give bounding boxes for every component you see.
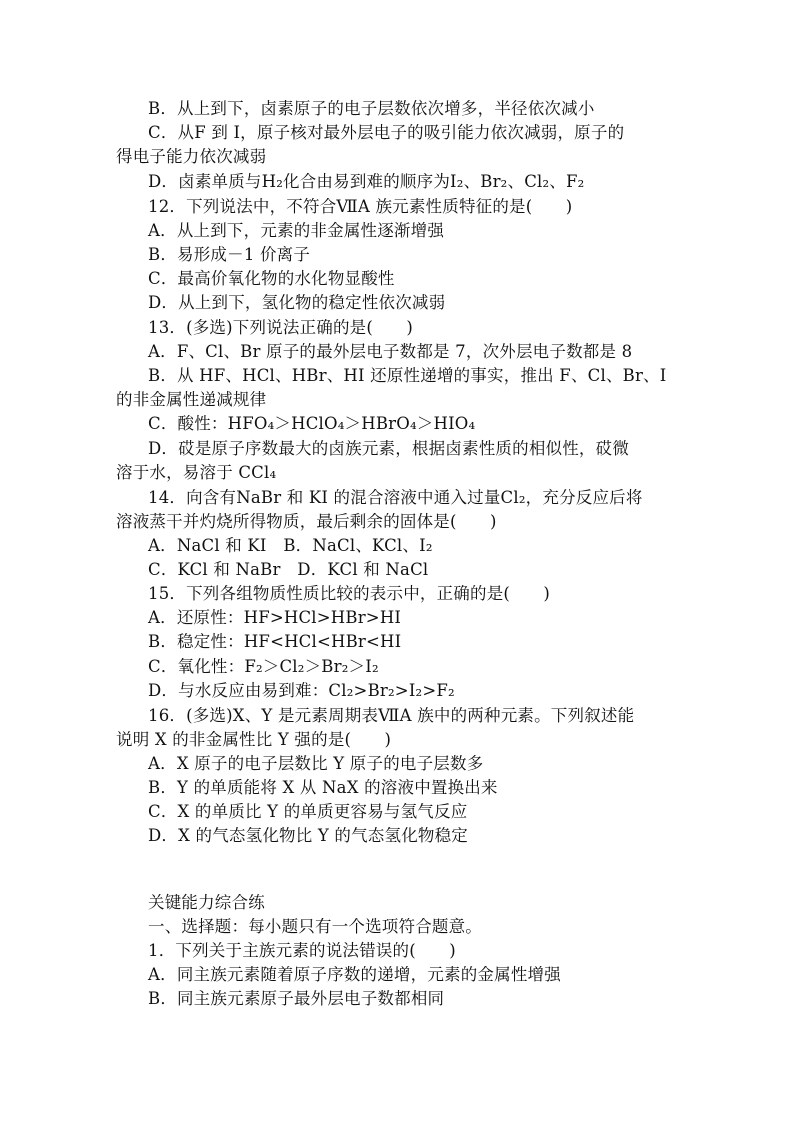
q16-option-d: D．X 的气态氢化物比 Y 的气态氢化物稳定	[148, 826, 469, 845]
q16-option-a: A．X 原子的电子层数比 Y 原子的电子层数多	[148, 754, 484, 773]
q11-option-c-cont: 得电子能力依次减弱	[116, 147, 267, 166]
q13-option-a: A．F、Cl、Br 原子的最外层电子数都是 7，次外层电子数都是 8	[148, 342, 633, 361]
q13-option-d-cont: 溶于水，易溶于 CCl₄	[116, 463, 277, 482]
q1-option-a: A．同主族元素随着原子序数的递增，元素的金属性增强	[148, 965, 561, 984]
q13-option-d: D．砹是原子序数最大的卤族元素，根据卤素性质的相似性，砹微	[148, 439, 630, 458]
q15-option-a: A．还原性：HF>HCl>HBr>HI	[148, 608, 402, 627]
q14-stem-cont: 溶液蒸干并灼烧所得物质，最后剩余的固体是( )	[116, 512, 497, 531]
section-instruction: 一、选择题：每小题只有一个选项符合题意。	[148, 917, 482, 936]
q16-stem: 16．(多选)X、Y 是元素周期表ⅦA 族中的两种元素。下列叙述能	[148, 706, 635, 725]
q13-option-b: B．从 HF、HCl、HBr、HI 还原性递增的事实，推出 F、Cl、Br、I	[148, 366, 667, 385]
q16-stem-cont: 说明 X 的非金属性比 Y 强的是( )	[116, 730, 392, 749]
q11-option-c: C．从F 到 I，原子核对最外层电子的吸引能力依次减弱，原子的	[148, 123, 625, 142]
q11-option-b: B．从上到下，卤素原子的电子层数依次增多，半径依次减小	[148, 99, 595, 118]
q13-stem: 13．(多选)下列说法正确的是( )	[148, 318, 414, 337]
q11-option-d: D．卤素单质与H₂化合由易到难的顺序为I₂、Br₂、Cl₂、F₂	[148, 172, 585, 191]
q16-option-b: B．Y 的单质能将 X 从 NaX 的溶液中置换出来	[148, 778, 498, 797]
q15-option-d: D．与水反应由易到难：Cl₂>Br₂>I₂>F₂	[148, 681, 455, 700]
q14-options-ab: A．NaCl 和 KI B．NaCl、KCl、I₂	[148, 536, 433, 555]
q1-stem: 1．下列关于主族元素的说法错误的( )	[148, 941, 456, 960]
q12-option-d: D．从上到下，氢化物的稳定性依次减弱	[148, 293, 446, 312]
q15-option-b: B．稳定性：HF<HCl<HBr<HI	[148, 632, 402, 651]
q16-option-c: C．X 的单质比 Y 的单质更容易与氢气反应	[148, 802, 468, 821]
q13-option-c: C．酸性：HFO₄＞HClO₄＞HBrO₄＞HIO₄	[148, 414, 476, 433]
q15-stem: 15．下列各组物质性质比较的表示中，正确的是( )	[148, 584, 551, 603]
q12-option-a: A．从上到下，元素的非金属性逐渐增强	[148, 221, 445, 240]
q15-option-c: C．氧化性：F₂＞Cl₂＞Br₂＞I₂	[148, 657, 379, 676]
q14-stem: 14．向含有NaBr 和 KI 的混合溶液中通入过量Cl₂，充分反应后将	[148, 488, 643, 507]
q1-option-b: B．同主族元素原子最外层电子数都相同	[148, 989, 445, 1008]
q12-option-c: C．最高价氧化物的水化物显酸性	[148, 269, 395, 288]
section-title: 关键能力综合练	[148, 893, 265, 912]
q12-option-b: B．易形成－1 价离子	[148, 245, 311, 264]
q12-stem: 12．下列说法中，不符合ⅦA 族元素性质特征的是( )	[148, 197, 573, 216]
q13-option-b-cont: 的非金属性递减规律	[116, 390, 267, 409]
q14-options-cd: C．KCl 和 NaBr D．KCl 和 NaCl	[148, 560, 429, 579]
